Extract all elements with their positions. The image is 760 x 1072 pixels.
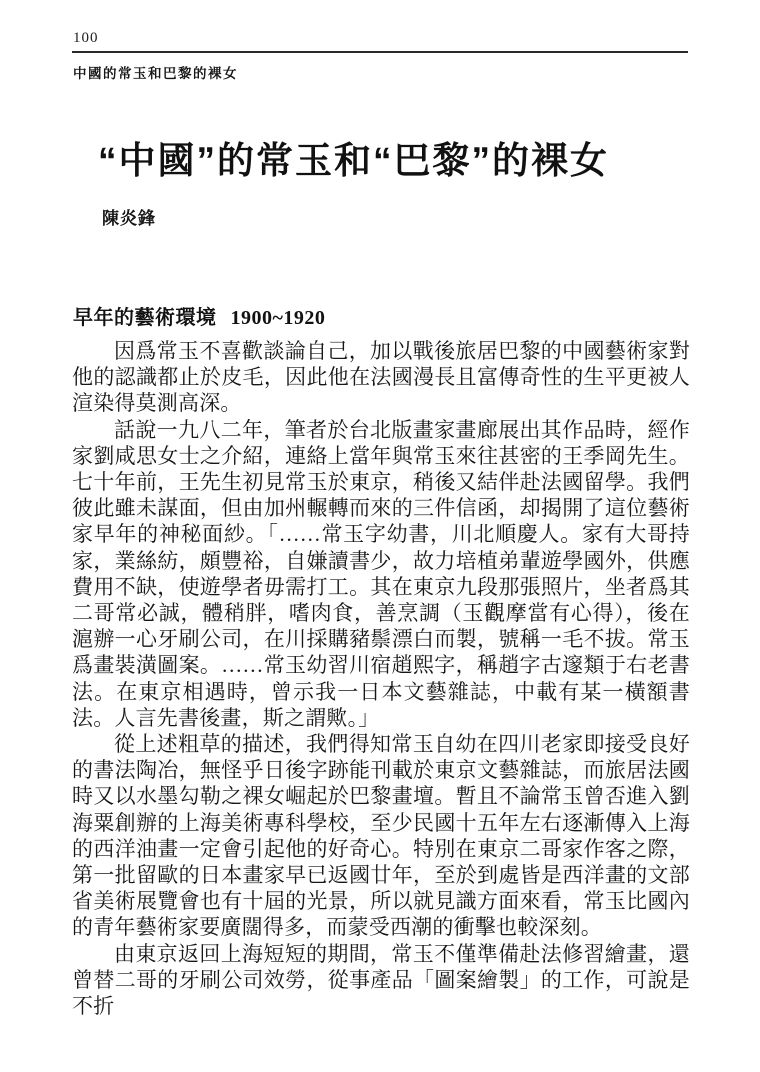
article-body	[72, 338, 690, 1019]
section-heading-text: 早年的藝術環境	[73, 307, 217, 329]
section-heading	[73, 301, 688, 330]
paragraph-3: 從上述粗草的描述，我們得知常玉自幼在四川老家即接受良好的書法陶冶，無怪乎日後字跡能刊載於東京文藝雜誌，而旅居法國時又以水墨勾勒之裸女崛起於巴黎畫壇。暫且不論常玉曾否進入劉海粟創辦的上海美術專科學校，至少民國十五年左右逐漸傳入上海的西洋油畫一定會引起他的好奇心。特別在東京二哥家作客之際，第一批留歐的日本畫家早已返國廿年，至於到處皆是西洋畫的文部省美術展覽會也有十屆的光景，所以就見識方面來看，常玉比國內的青年藝術家要廣闊得多，而蒙受西潮的衝擊也較深刻。	[72, 732, 690, 940]
section-period: 1900~1920	[230, 307, 326, 329]
running-header: 中國的常玉和巴黎的裸女	[73, 66, 238, 81]
article-title: “中國”的常玉和“巴黎”的裸女	[98, 140, 609, 181]
header-rule	[72, 51, 688, 53]
page-number: 100	[73, 30, 99, 46]
paragraph-4: 由東京返回上海短短的期間，常玉不僅準備赴法修習繪畫，還曾替二哥的牙刷公司效勞，從事產品「圖案繪製」的工作，可說是不折	[72, 941, 690, 1019]
paragraph-2: 話說一九八二年，筆者於台北版畫家畫廊展出其作品時，經作家劉咸思女士之介紹，連絡上當年與常玉來往甚密的王季岡先生。七十年前，王先生初見常玉於東京，稍後又結伴赴法國留學。我們彼此雖未謀面，但由加州輾轉而來的三件信函，却揭開了這位藝術家早年的神秘面紗。「……常玉字幼書，川北順慶人。家有大哥持家，業絲紡，頗豐裕，自嫌讀書少，故力培植弟輩遊學國外，供應費用不缺，使遊學者毋需打工。其在東京九段那張照片，坐者爲其二哥常必誠，體稍胖，嗜肉食，善烹調（玉觀摩當有心得），後在滬辦一心牙刷公司，在川採購豬鬃漂白而製，號稱一毛不拔。常玉爲畫裝潢圖案。……常玉幼習川宿趙熙字，稱趙字古邃類于右老書法。在東京相遇時，曾示我一日本文藝雜誌，中載有某一橫額書法。人言先書後畫，斯之謂歟。」	[72, 417, 690, 730]
article-author: 陳炎鋒	[102, 209, 156, 228]
paragraph-1: 因爲常玉不喜歡談論自己，加以戰後旅居巴黎的中國藝術家對他的認識都止於皮毛，因此他在法國漫長且富傳奇性的生平更被人渲染得莫測高深。	[72, 339, 690, 416]
